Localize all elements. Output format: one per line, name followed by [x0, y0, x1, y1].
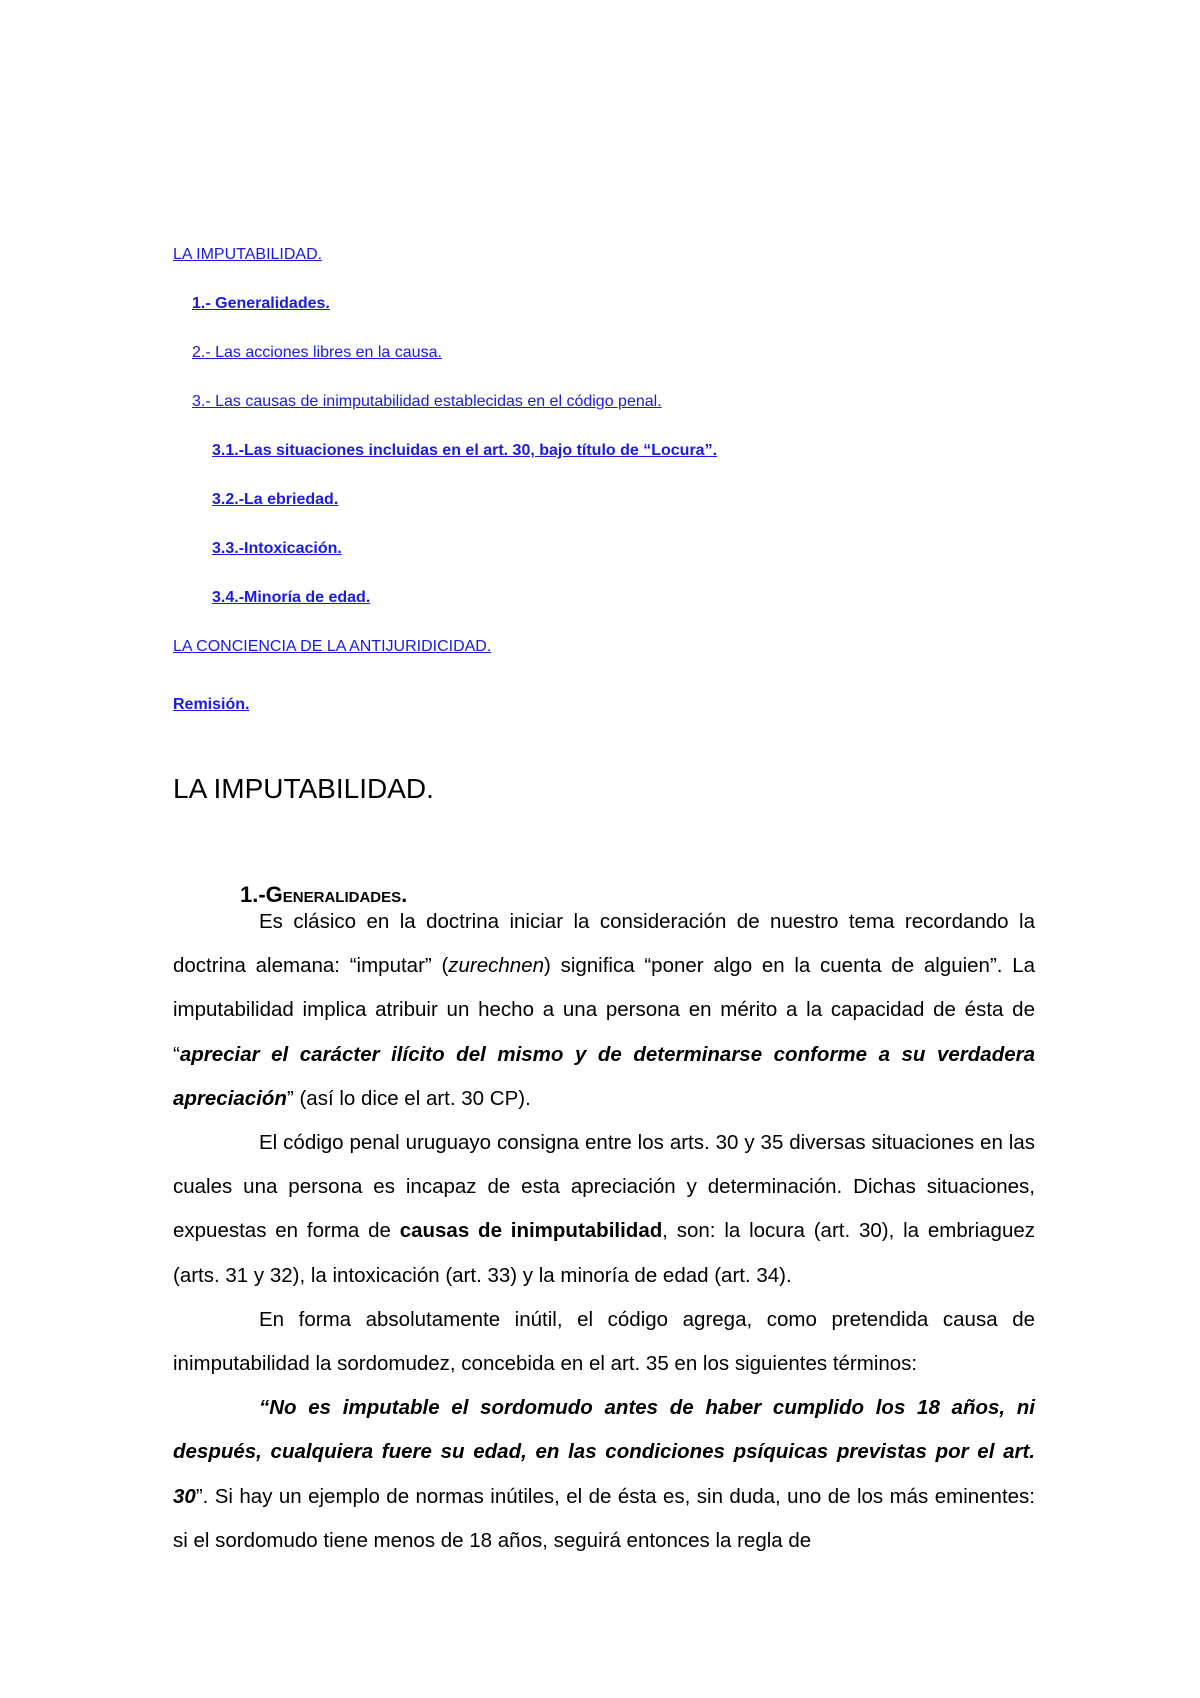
toc-link-minoria-edad[interactable]: 3.4.-Minoría de edad.: [212, 589, 371, 606]
p2-text-a: El código penal uruguayo consigna entre los arts. 30 y 35 diversas situaciones en las cuales una persona es incapaz de esta apreciación y determinación. Dichas situaciones, expuestas en forma de: [173, 1131, 1035, 1243]
p4-text-b: ”. Si hay un ejemplo de normas inútiles, el de ésta es, sin duda, uno de los más eminentes: si el sordomudo tiene menos de 18 años, seguirá entonces la regla de: [173, 1484, 1035, 1552]
toc-link-conciencia-antijuridicidad[interactable]: LA CONCIENCIA DE LA ANTIJURIDICIDAD.: [173, 638, 492, 655]
p4-quote: “No es imputable el sordomudo antes de haber cumplido los 18 años, ni después, cualquiera fuere su edad, en las condiciones psíquicas previstas por el art. 30: [173, 1396, 1035, 1508]
body-text: [173, 900, 1035, 1563]
toc-link-la-imputabilidad[interactable]: LA IMPUTABILIDAD.: [173, 246, 323, 263]
p2-text-c: , son: la locura (art. 30), la embriaguez (arts. 31 y 32), la intoxicación (art. 33) y la minoría de edad (art. 34).: [173, 1219, 1035, 1287]
toc-link-causas-inimputabilidad[interactable]: 3.- Las causas de inimputabilidad establecidas en el código penal.: [192, 393, 662, 410]
toc-link-locura[interactable]: 3.1.-Las situaciones incluidas en el art. 30, bajo título de “Locura”.: [212, 442, 718, 459]
section-heading: 1.-Generalidades.: [240, 882, 408, 908]
p3-text: En forma absolutamente inútil, el código agrega, como pretendida causa de inimputabilidad la sordomudez, concebida en el art. 35 en los siguientes términos:: [173, 1307, 1035, 1376]
p1-quote: apreciar el carácter ilícito del mismo y de determinarse conforme a su verdadera apreciación: [173, 1042, 1035, 1110]
toc-link-intoxicacion[interactable]: 3.3.-Intoxicación.: [212, 540, 342, 557]
toc-link-generalidades[interactable]: 1.- Generalidades.: [192, 295, 330, 312]
paragraph-2: [173, 1121, 1035, 1298]
paragraph-3: [173, 1298, 1035, 1386]
toc-link-acciones-libres[interactable]: 2.- Las acciones libres en la causa.: [192, 344, 442, 361]
paragraph-4: [173, 1386, 1035, 1563]
toc-link-ebriedad[interactable]: 3.2.-La ebriedad.: [212, 491, 339, 508]
p1-term-zurechnen: zurechnen: [448, 954, 545, 978]
p2-bold-term: causas de inimputabilidad: [399, 1219, 663, 1243]
p1-text-a: Es clásico en la doctrina iniciar la consideración de nuestro tema recordando la doctrina alemana: “imputar” (: [173, 910, 1035, 978]
paragraph-1: [173, 900, 1035, 1121]
p1-text-e: ” (así lo dice el art. 30 CP).: [286, 1086, 531, 1110]
toc-link-remision[interactable]: Remisión.: [173, 696, 250, 713]
page-title: LA IMPUTABILIDAD.: [173, 772, 434, 804]
p1-text-c: ) significa “poner algo en la cuenta de alguien”. La imputabilidad implica atribuir un hecho a una persona en mérito a la capacidad de ésta de “: [173, 954, 1035, 1066]
